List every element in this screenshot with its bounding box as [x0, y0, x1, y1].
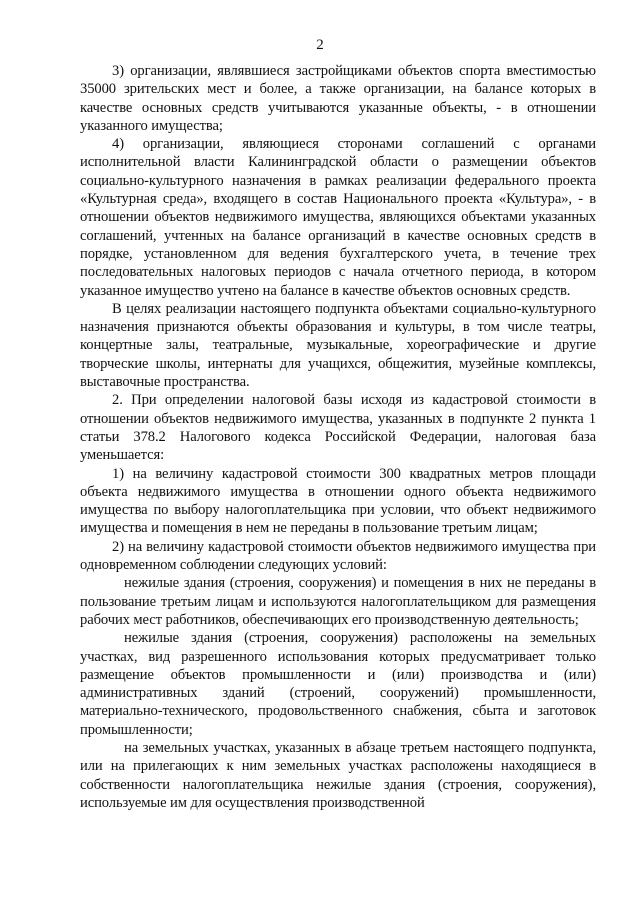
page-number: 2 [316, 37, 324, 53]
paragraph-subitem-3: 3) организации, являвшиеся застройщиками объектов спорта вместимостью 35000 зрительских мест и более, а также организации, на балансе которых в качестве основных средств учитываются указанные объекты, - в отношении указанного имущества; [80, 63, 596, 134]
paragraph-subitem-4: 4) организации, являющиеся сторонами соглашений с органами исполнительной власти Калининградской области о размещении объектов социально-культурного назначения в рамках реализации федерального проекта «Культурная среда», входящего в состав Национального проекта «Культура», - в отношении объектов недвижимого имущества, являющихся объектами указанных соглашений, учтенных на балансе организаций в качестве основных средств в порядке, установленном для ведения бухгалтерского учета, в течение трех последовательных налоговых периодов с начала отчетного периода, в котором указанное имущество учтено на балансе в качестве объектов основных средств. [80, 136, 596, 299]
paragraph-item-2-tax-base: 2. При определении налоговой базы исходя из кадастровой стоимости в отношении объектов недвижимого имущества, указанных в подпункте 2 пункта 1 статьи 378.2 Налогового кодекса Российской Федерации, налоговая база уменьшается: [80, 392, 596, 464]
paragraph-reduction-300-sqm: 1) на величину кадастровой стоимости 300 квадратных метров площади объекта недвижимого имущества в отношении одного объекта недвижимого имущества по выбору налогоплательщика при условии, что объект недвижимого имущества и помещения в нем не переданы в пользование третьим лицам; [80, 465, 596, 537]
paragraph-condition-land-use: нежилые здания (строения, сооружения) расположены на земельных участках, вид разрешенного использования которых предусматривает только размещение объектов промышленности и (или) производства и (или) административных зданий (строений, сооружений) промышленности, материально-технического, продовольственного снабжения, сбыта и заготовок промышленности; [80, 630, 596, 738]
paragraph-reduction-conditions: 2) на величину кадастровой стоимости объектов недвижимого имущества при одновременном соблюдении следующих условий: [80, 538, 596, 574]
document-body [80, 62, 596, 812]
paragraph-condition-adjacent-land: на земельных участках, указанных в абзаце третьем настоящего подпункта, или на прилегающих к ним земельных участках расположены находящиеся в собственности налогоплательщика нежилые здания (строения, сооружения), используемые им для осуществления производственной [80, 739, 596, 811]
paragraph-condition-not-transferred: нежилые здания (строения, сооружения) и помещения в них не переданы в пользование третьим лицам и используются налогоплательщиком для размещения рабочих мест работников, обеспечивающих его производственную деятельность; [80, 575, 596, 628]
paragraph-social-cultural-objects: В целях реализации настоящего подпункта объектами социально-культурного назначения признаются объекты образования и культуры, в том числе театры, концертные залы, театральные, музыкальные, хореографические и другие творческие школы, интернаты для учащихся, общежития, музейные комплексы, выставочные пространства. [80, 300, 596, 391]
